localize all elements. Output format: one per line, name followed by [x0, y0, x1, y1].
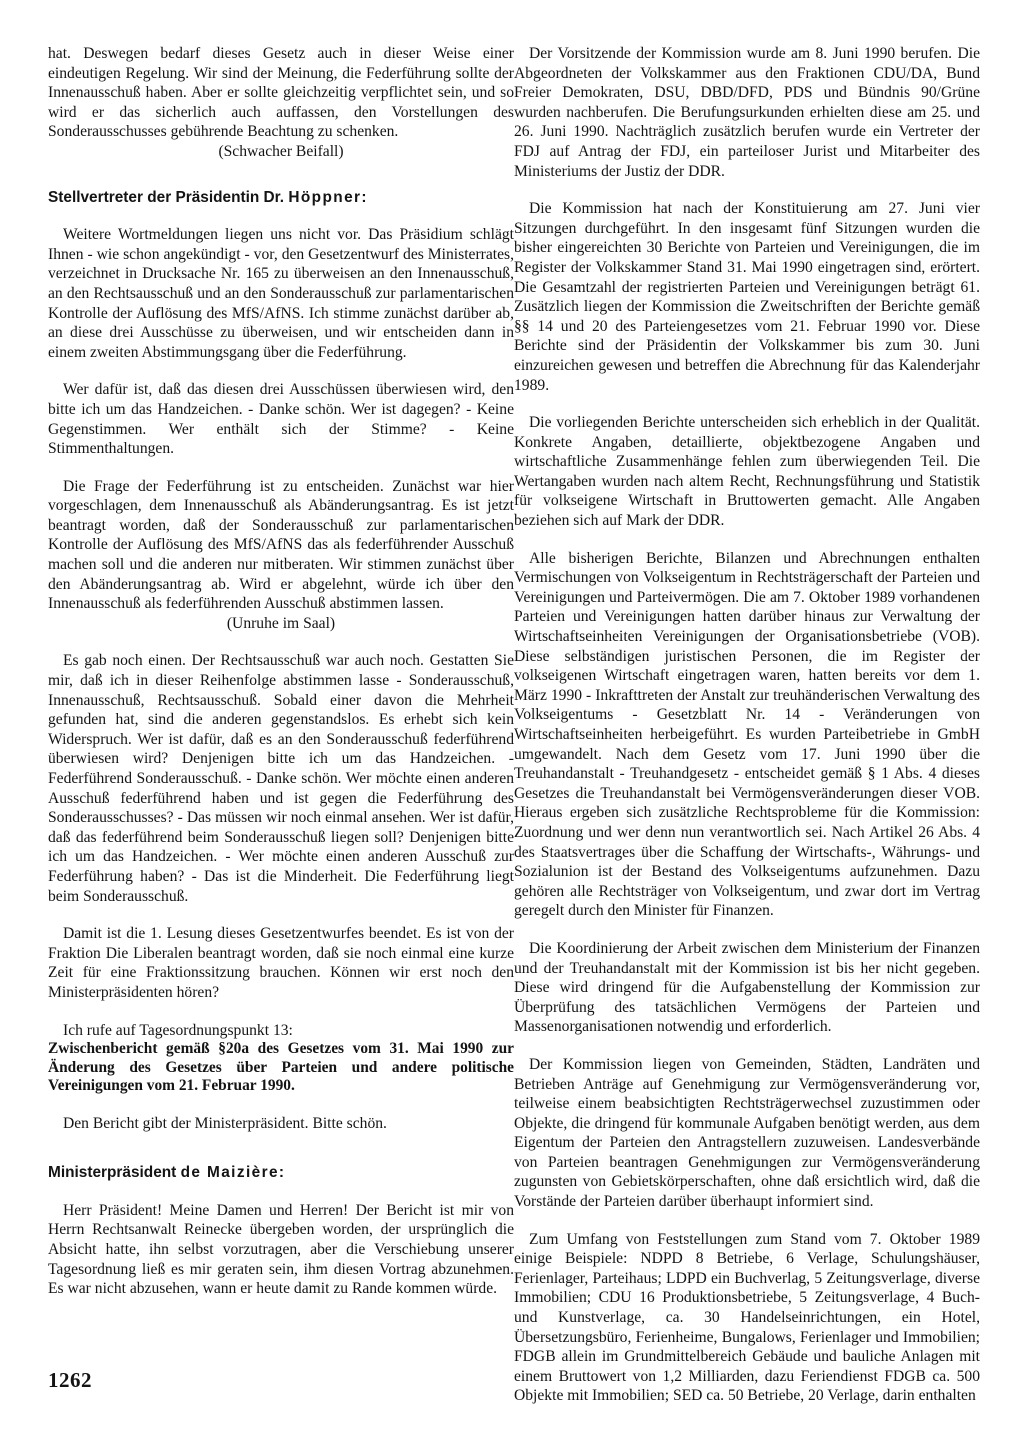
speaker-heading-hoeppner: [48, 188, 514, 208]
left-column: [48, 44, 514, 1299]
paragraph: Weitere Wortmeldungen liegen uns nicht vor. Das Präsidium schlägt Ihnen - wie schon angekündigt - vor, den Gesetzentwurf des Ministerrates, verzeichnet in Drucksache Nr. 165 zu überweisen an den Innenausschuß, an den Rechtsausschuß und an den Sonderausschuß zur parlamentarischen Kontrolle der Auflösung des MfS/AfNS. Ich stimme zunächst darüber ab, an diese drei Ausschüsse zu überweisen, und wir entscheiden dann in einem zweiten Abstimmungsgang über die Federführung.: [48, 226, 514, 361]
stage-direction-applause: (Schwacher Beifall): [218, 142, 344, 160]
paragraph: Alle bisherigen Berichte, Bilanzen und Abrechnungen enthalten Vermischungen von Volkseigentum in Rechtsträgerschaft der Parteien und Vereinigungen und Parteivermögen. Die am 7. Oktober 1989 vorhandenen Parteien und Vereinigungen hatten darüber hinaus zur Verwaltung der Wirtschaftseinheiten Vereinigungen der Organisationsbetriebe (VOB). Diese selbständigen juristischen Personen, die im Register der volkseigenen Wirtschaft eingetragen waren, hatten bereits vor dem 1. März 1990 - Inkrafttreten der Anstalt zur treuhänderischen Verwaltung des Volkseigentums - Gesetzblatt Nr. 14 - Veränderungen von Wirtschaftseinheiten herbeigeführt. Es wurden Parteibetriebe in GmbH umgewandelt. Nach dem Gesetz vom 17. Juni 1990 über die Treuhandanstalt - Treuhandgesetz - entscheidet gemäß § 1 Abs. 4 dieses Gesetzes die Treuhandanstalt bei Vermögensveränderungen dieser VOB. Hieraus ergeben sich zusätzliche Rechtsprobleme für die Kommission: Zuordnung und wer denn nun verantwortlich sei. Nach Artikel 26 Abs. 4 des Staatsvertrages über die Schaffung der Wirtschafts-, Währungs- und Sozialunion ist der Bestand des Volkseigentums aufzunehmen. Dazu gehören alle Rechtsträger von Volkseigentum, und zwar dort im Vertrag geregelt durch den Minister für Finanzen.: [514, 549, 980, 920]
right-column: [514, 44, 980, 1406]
paragraph: Damit ist die 1. Lesung dieses Gesetzentwurfes beendet. Es ist von der Fraktion Die Liberalen beantragt worden, daß sie noch einmal eine kurze Zeit für eine Fraktionssitzung brauchen. Können wir erst noch den Ministerpräsidenten hören?: [48, 925, 514, 1001]
paragraph: Der Vorsitzende der Kommission wurde am 8. Juni 1990 berufen. Die Abgeordneten der Volkskammer aus den Fraktionen CDU/DA, Bund Freier Demokraten, DSU, DBD/DFD, PDS und Bündnis 90/Grüne wurden nachberufen. Die Berufungsurkunden erhielten diese am 25. und 26. Juni 1990. Nachträglich zusätzlich berufen wurde ein Vertreter der FDJ auf Antrag der FDJ, ein parteiloser Jurist und Mitarbeiter des Ministeriums der Justiz der DDR.: [514, 45, 980, 180]
paragraph: Zum Umfang von Feststellungen zum Stand vom 7. Oktober 1989 einige Beispiele: NDPD 8 Betriebe, 6 Verlage, Schulungshäuser, Ferienlager, Parteihaus; LDPD ein Buchverlag, 5 Zeitungsverlage, diverse Immobilien; CDU 16 Produktionsbetriebe, 5 Zeitungsverlage, 4 Buch- und Kunstverlage, ca. 30 Handelseinrichtungen, ein Hotel, Übersetzungsbüro, Ferienheime, Bungalows, Ferienlager und Immobilien; FDGB allein im Grundmittelbereich Gebäude und bauliche Anlagen mit einem Bruttowert von 1,2 Milliarden, dazu Feriendienst FDGB ca. 500 Objekte mit Immobilien; SED ca. 50 Betriebe, 20 Verlage, darin enthalten: [514, 1230, 980, 1405]
paragraph: Es gab noch einen. Der Rechtsausschuß war auch noch. Gestatten Sie mir, daß ich in dieser Reihenfolge abstimmen lasse - Sonderausschuß, Innenausschuß, Rechtsausschuß. Sobald einer davon die Mehrheit gefunden hat, sind die anderen gegenstandslos. Es erhebt sich kein Widerspruch. Wer ist dafür, daß es an den Sonderausschuß federführend überwiesen wird? Denjenigen bitte ich um das Handzeichen. - Federführend Sonderausschuß. - Danke schön. Wer möchte einen anderen Ausschuß federführend haben und ist gegen die Federführung des Sonderausschusses? - Das müssen wir noch einmal ansehen. Wer ist dafür, daß das federführend beim Sonderausschuß liegen soll? Denjenigen bitte ich um das Handzeichen. - Wer möchte einen anderen Ausschuß zur Federführung haben? - Das ist die Minderheit. Die Federführung liegt beim Sonderausschuß.: [48, 652, 514, 905]
paragraph: Die Koordinierung der Arbeit zwischen dem Ministerium der Finanzen und der Treuhandanstalt mit der Kommission ist bis her nicht gegeben. Diese wird dringend für die Aufgabenstellung der Kommission zur Überprüfung des tatsächlichen Vermögens der Parteien und Massenorganisationen notwendig und erforderlich.: [514, 939, 980, 1036]
paragraph: Ich rufe auf Tagesordnungspunkt 13:: [63, 1021, 293, 1039]
speaker-name: Höppner:: [288, 188, 368, 206]
paragraph: Wer dafür ist, daß das diesen drei Ausschüssen überwiesen wird, den bitte ich um das Handzeichen. - Danke schön. Wer ist dagegen? - Keine Gegenstimmen. Wer enthält sich der Stimme? - Keine Stimmenthaltungen.: [48, 381, 514, 458]
speaker-title: Stellvertreter der Präsidentin Dr.: [48, 188, 289, 206]
speaker-heading-de-maiziere: [48, 1163, 514, 1183]
speaker-name: de Maizière:: [180, 1164, 286, 1182]
paragraph: Die Frage der Federführung ist zu entscheiden. Zunächst war hier vorgeschlagen, dem Innenausschuß als Abänderungsantrag. Es ist jetzt beantragt worden, daß der Sonderausschuß zur parlamentarischen Kontrolle der Auflösung des MfS/AfNS das als federführender Ausschuß machen soll und die anderen nur mitberaten. Wir stimmen zunächst über den Abänderungsantrag ab. Wird er abgelehnt, würde ich über den Innenausschuß als federführenden Ausschuß abstimmen lassen.: [48, 477, 514, 613]
paragraph: Der Kommission liegen von Gemeinden, Städten, Landräten und Betrieben Anträge auf Genehmigung zur Vermögensveränderung vor, teilweise einem beabsichtigten Rechtsträgerwechsel zuzustimmen oder Objekte, die dringend für kommunale Aufgaben benötigt werden, aus dem Eigentum der Parteien den Antragstellern zuzuweisen. Landesverbände von Parteien beantragen Genehmigungen zur Vermögensveränderung zugunsten von Gebietskörperschaften, ohne daß ersichtlich wird, daß die Vorstände der Parteien darüber überhaupt informiert sind.: [514, 1055, 980, 1211]
paragraph: Die Kommission hat nach der Konstituierung am 27. Juni vier Sitzungen durchgeführt. In den insgesamt fünf Sitzungen wurden die bisher eingereichten 30 Berichte von Parteien und Vereinigungen, die im Register der Volkskammer Stand 31. Mai 1990 eingetragen sind, erörtert. Die Gesamtzahl der registrierten Parteien und Vereinigungen beträgt 61. Zusätzlich liegen der Kommission die Zweitschriften der Berichte gemäß §§ 14 und 20 des Parteiengesetzes vom 21. Februar 1990 vor. Diese Berichte sind der Präsidentin der Volkskammer bis zum 30. Juni einzureichen gewesen und betreffen die Abrechnung für das Kalenderjahr 1989.: [514, 200, 980, 394]
paragraph: Die vorliegenden Berichte unterscheiden sich erheblich in der Qualität. Konkrete Angaben, detaillierte, objektbezogene Angaben und wirtschaftliche Zusammenhänge fehlen zum überwiegenden Teil. Die Wertangaben wurden nach altem Recht, Rechnungsführung und Statistik für volkseigene Wirtschaft in Bruttowerten gemacht. Alle Angaben beziehen sich auf Mark der DDR.: [514, 414, 980, 530]
paragraph: hat. Deswegen bedarf dieses Gesetz auch in dieser Weise einer eindeutigen Regelung. Wir sind der Meinung, die Federführung sollte der Innenausschuß haben. Aber er sollte gleichzeitig verpflichtet sein, und so wird er das sicherlich auch auffassen, den Vorstellungen des Sonderausschusses gebührende Beachtung zu schenken.: [48, 45, 514, 141]
stage-direction-unrest: (Unruhe im Saal): [226, 614, 336, 632]
page-number: 1262: [48, 1368, 92, 1392]
paragraph: Herr Präsident! Meine Damen und Herren! Der Bericht ist mir von Herrn Rechtsanwalt Reinecke übergeben worden, der ursprünglich die Absicht hatte, ihn selbst vorzutragen, aber die Verschiebung unserer Tagesordnung ließ es mir geraten sein, ihm diesen Vortrag abzunehmen. Es war nicht abzusehen, wann er heute damit zu Rande kommen würde.: [48, 1201, 514, 1298]
agenda-item-title: Zwischenbericht gemäß §20a des Gesetzes vom 31. Mai 1990 zur Änderung des Gesetzes über Parteien und andere politische Vereinigungen vom 21. Februar 1990.: [48, 1040, 514, 1095]
paragraph: Den Bericht gibt der Ministerpräsident. Bitte schön.: [63, 1114, 387, 1132]
speaker-title: Ministerpräsident: [48, 1164, 181, 1182]
